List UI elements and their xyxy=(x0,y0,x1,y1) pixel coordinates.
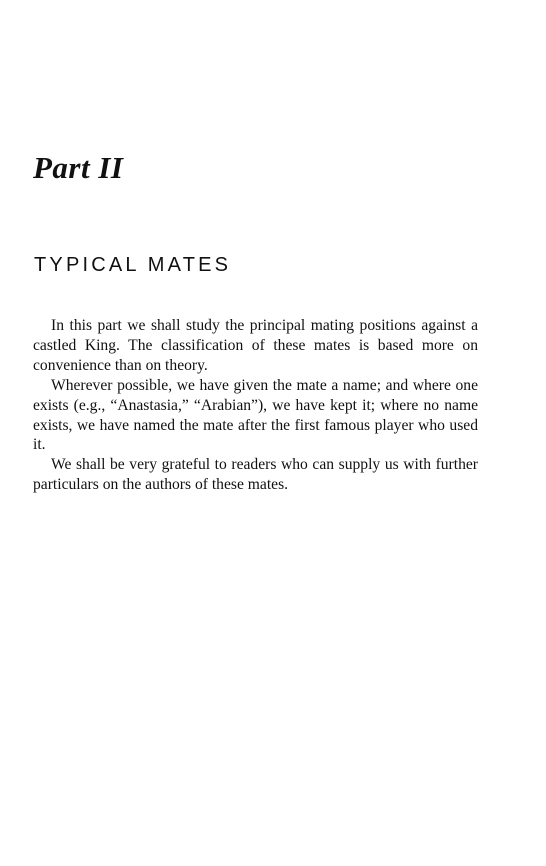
part-heading: Part II xyxy=(33,150,124,185)
chapter-title: TYPICAL MATES xyxy=(34,254,232,276)
paragraph: Wherever possible, we have given the mate a name; and where one exists (e.g., “Anastasia,” “Arabian”), we have kept it; where no name exists, we have named the mate after the first famous player who used it. xyxy=(33,376,478,454)
body-text xyxy=(33,316,478,495)
paragraph: In this part we shall study the principal mating positions against a castled King. The classification of these mates is based more on convenience than on theory. xyxy=(33,317,478,374)
paragraph: We shall be very grateful to readers who can supply us with further particulars on the authors of these mates. xyxy=(33,456,478,494)
